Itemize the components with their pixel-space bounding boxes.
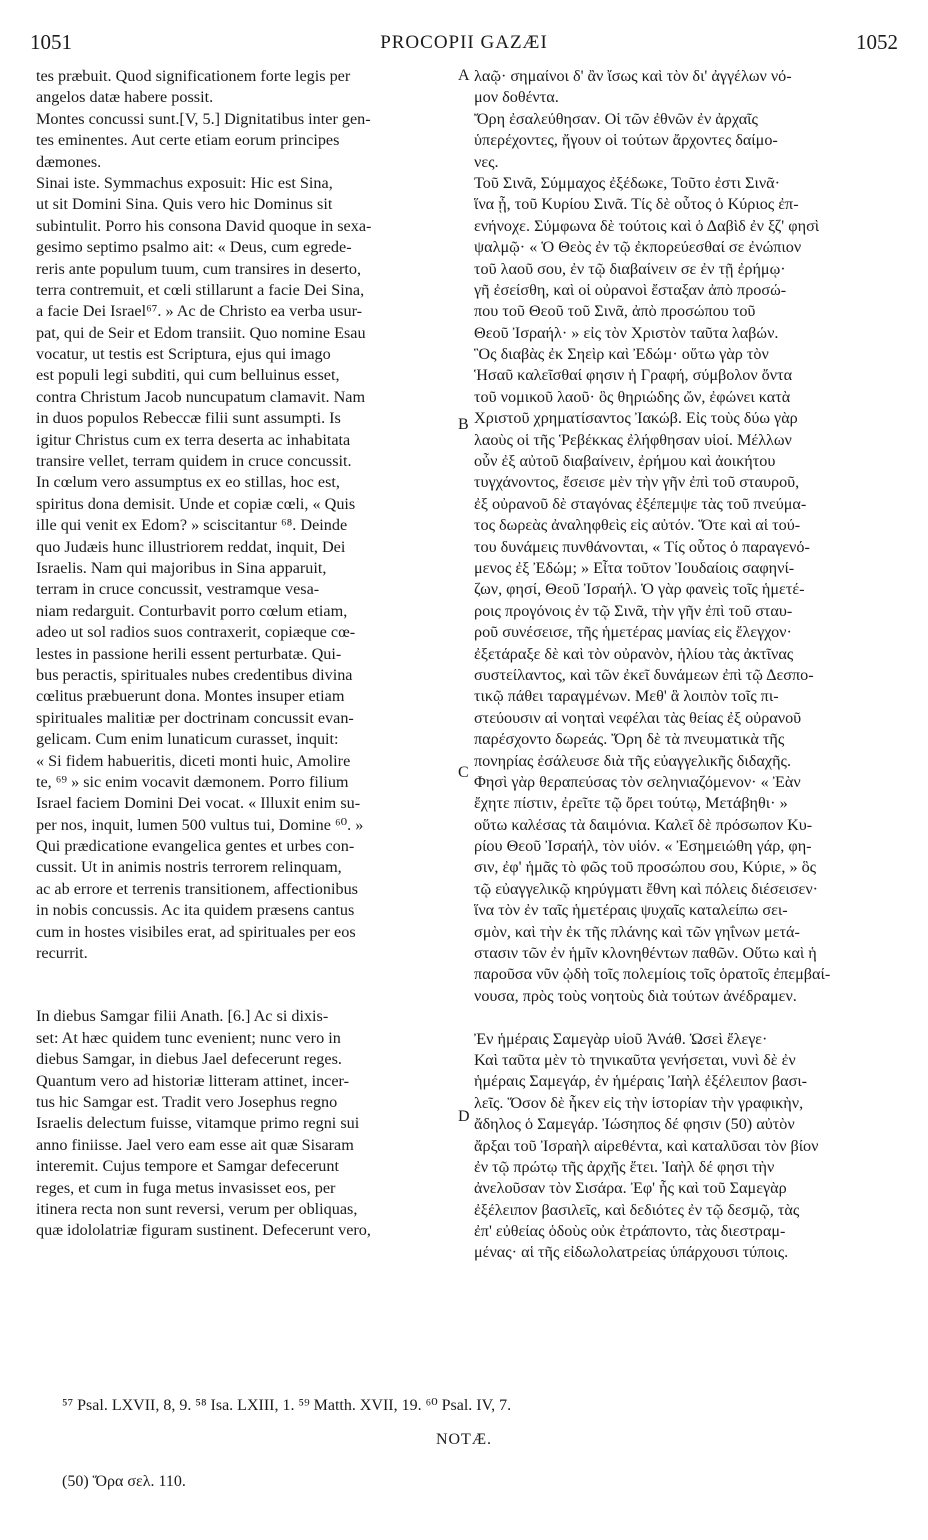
text-line: subintulit. Porro his consona David quoque in sexa- — [36, 216, 372, 235]
text-line: spirituales malitiæ per doctrinam concussit evan- — [36, 708, 354, 727]
text-line: ἐξέλειπον βασιλεῖς, καὶ δεδιότες ἐν τῷ δεσμῷ, τὰς — [474, 1200, 800, 1219]
text-line: Israel faciem Domini Dei vocat. « Illuxit enim su- — [36, 794, 361, 813]
text-line: ἐπ' εὐθείας ὁδοὺς οὐκ ἐτράποντο, τὰς διεστραμ- — [474, 1222, 786, 1241]
text-line: σμὸν, καὶ τὴν ἐκ τῆς πλάνης καὶ τῶν γηΐνων μετά- — [474, 922, 800, 941]
text-line: ενήνοχε. Σύμφωνα δὲ τούτοις καὶ ὁ Δαβὶδ ἐν ξζ' φησὶ — [474, 216, 820, 235]
text-line: σιν, ἐφ' ἡμᾶς τὸ φῶς τοῦ προσώπου σου, Κύριε, » ὃς — [474, 858, 817, 877]
text-line: Ἡσαῦ καλεῖσθαί φησιν ἡ Γραφή, σύμβολον ὄντα — [474, 366, 793, 385]
latin-paragraph-2 — [36, 1006, 456, 1241]
text-line: terra contremuit, et cœli stillarunt a facie Dei Sina, — [36, 280, 365, 299]
text-line: Τοῦ Σινᾶ, Σύμμαχος ἐξέδωκε, Τοῦτο ἐστι Σινᾶ· — [474, 173, 781, 192]
text-line: per nos, inquit, lumen 500 vultus tui, Domine ⁶⁰. » — [36, 815, 364, 834]
text-line: του δυνάμεις πυνθάνονται, « Τίς οὗτος ὁ παραγενό- — [474, 537, 810, 556]
text-line: pat, qui de Seir et Edom transiit. Quo nomine Esau — [36, 323, 366, 342]
text-line: ροις προγόνοις ἐν τῷ Σινᾶ, τὴν γῆν ἐπὶ τοῦ σταυ- — [474, 601, 793, 620]
text-line: Israelis. Nam qui majoribus in Sina apparuit, — [36, 558, 327, 577]
text-line: tes præbuit. Quod significationem forte legis per — [36, 67, 351, 85]
text-line: νουσα, πρὸς τοὺς νοητοὺς διὰ τούτων ἀνέδραμεν. — [474, 986, 797, 1005]
text-line: Χριστοῦ χρηματίσαντος Ἰακώβ. Εἰς τοὺς δύω γὰρ — [474, 409, 798, 428]
text-line: ἐν τῷ πρώτῳ τῆς ἀρχῆς ἔτει. Ἰαὴλ δέ φησι τὴν — [474, 1157, 775, 1176]
text-line: ἔχητε πίστιν, ἐρεῖτε τῷ ὄρει τούτῳ, Μετάβηθι· » — [474, 794, 788, 813]
text-line: adeo ut sol radios suos contraxerit, copiæque cœ- — [36, 623, 356, 642]
footnotes: ⁵⁷ Psal. LXVII, 8, 9. ⁵⁸ Isa. LXIII, 1. ⁵⁹ Matth. XVII, 19. ⁶⁰ Psal. IV, 7. — [62, 1397, 512, 1414]
latin-column — [36, 66, 456, 1242]
text-line: ἵνα ᾖ, τοῦ Κυρίου Σινᾶ. Τίς δὲ οὗτος ὁ Κύριος ἐπ- — [474, 195, 799, 214]
text-line: te, ⁶⁹ » sic enim vocavit dæmonem. Porro filium — [36, 772, 349, 791]
text-line: τοῦ λαοῦ σου, ἐν τῷ διαβαίνειν σε ἐν τῇ ἐρήμῳ· — [474, 259, 786, 278]
text-line: τικῷ πάθει ταραγμένων. Μεθ' ἃ λοιπὸν τοῖς πι- — [474, 687, 779, 706]
text-line: ἀνελοῦσαν τὸν Σισάρα. Ἐφ' ἧς καὶ τοῦ Σαμεγὰρ — [474, 1179, 787, 1198]
text-line: quo Judæis hunc illustriorem reddat, inquit, Dei — [36, 537, 346, 556]
latin-paragraph-1 — [36, 66, 456, 964]
text-line: ψαλμῷ· « Ὁ Θεὸς ἐν τῷ ἐκπορεύεσθαί σε ἐνώπιον — [474, 238, 802, 257]
text-line: λεῖς. Ὅσον δὲ ἧκεν εἰς τὴν ἱστορίαν τὴν γραφικὴν, — [474, 1093, 804, 1112]
text-line: μενος ἐξ Ἐδώμ; » Εἶτα τοῦτον Ἰουδαίοις σαφηνί- — [474, 558, 795, 577]
margin-marker-c: C — [458, 764, 469, 781]
note-50: (50) Ὅρα σελ. 110. — [62, 1473, 186, 1490]
text-line: in duos populos Rebeccæ filii sunt assumpti. Is — [36, 409, 341, 428]
text-line: reges, et cum in fuga metus invasisset eos, per — [36, 1178, 336, 1197]
text-line: στεύουσιν αἱ νοηταὶ νεφέλαι τὰς θείας ἐξ οὐρανοῦ — [474, 708, 802, 727]
text-line: συστείλαντος, καὶ τῶν ἐκεῖ δυνάμεων ἐπὶ τῷ Δεσπο- — [474, 665, 814, 684]
text-line: ἄρξαι τοῦ Ἰσραὴλ αἱρεθέντα, καὶ καταλῦσαι τὸν βίον — [474, 1136, 819, 1155]
text-line: est populi legi subditi, qui cum belluinus esset, — [36, 366, 340, 385]
text-line: angelos datæ habere possit. — [36, 88, 214, 107]
text-line: λαοὺς οἱ τῆς Ῥεβέκκας ἐλήφθησαν υἱοί. Μέλλων — [474, 430, 792, 449]
text-line: niam redarguit. Conturbavit porro cœlum etiam, — [36, 601, 348, 620]
greek-paragraph-2 — [474, 1029, 899, 1264]
text-line: Israelis delectum fuisse, vitamque primo regni sui — [36, 1114, 360, 1133]
text-line: transire vellet, terram quidem in cruce concussit. — [36, 452, 352, 471]
text-line: ὑπερέχοντες, ἤγουν οἱ τούτων ἄρχοντες δαίμο- — [474, 131, 778, 150]
text-line: igitur Christus cum ex terra deserta ac inhabitata — [36, 430, 351, 449]
text-line: cum in hostes visibiles erat, ad spirituales per eos — [36, 922, 356, 941]
text-line: Qui prædicatione evangelica gentes et urbes con- — [36, 837, 355, 856]
text-line: μον δοθέντα. — [474, 88, 559, 107]
text-line: recurrit. — [36, 944, 88, 963]
text-line: γῆ ἐσείσθη, καὶ οἱ οὐρανοὶ ἔσταξαν ἀπὸ προσώ- — [474, 280, 787, 299]
text-line: ἵνα τὸν ἐν ταῖς ἡμετέραις ψυχαῖς καταλείπω σει- — [474, 901, 788, 920]
text-line: in nobis concussis. Ac ita quidem præsens cantus — [36, 901, 355, 920]
margin-marker-a: A — [458, 67, 470, 84]
text-line: diebus Samgar, in diebus Jael defecerunt reges. — [36, 1050, 342, 1069]
running-title: PROCOPII GAZÆI — [380, 32, 548, 53]
text-line: τοῦ νομικοῦ λαοῦ· ὃς θηριώδης ὤν, ἐφώνει κατὰ — [474, 387, 791, 406]
text-line: Ἐν ἡμέραις Σαμεγὰρ υἱοῦ Ἀνάθ. Ὡσεὶ ἔλεγε· — [474, 1029, 768, 1048]
text-line: ροῦ συνέσεισε, τῆς ἡμετέρας μανίας εἰς ἔλεγχον· — [474, 623, 792, 642]
text-line: In diebus Samgar filii Anath. [6.] Ac si dixis- — [36, 1007, 329, 1026]
text-line: λαῷ· σημαίνοι δ' ἂν ἴσως καὶ τὸν δι' ἀγγέλων νό- — [474, 67, 792, 85]
text-line: παροῦσα νῦν ᾠδὴ τοῖς πολεμίοις τοῖς ὁρατοῖς ἐπεμβαί- — [474, 965, 831, 984]
text-line: « Si fidem habueritis, diceti monti huic, Amolire — [36, 751, 351, 770]
text-line: ἄδηλος ὁ Σαμεγάρ. Ἰώσηπος δέ φησιν (50) αὐτὸν — [474, 1115, 795, 1134]
text-line: In cœlum vero assumptus ex eo stillas, hoc est, — [36, 473, 340, 492]
text-line: contra Christum Jacob nuncupatum clamavit. Nam — [36, 387, 366, 406]
greek-paragraph-1 — [474, 66, 899, 1007]
text-line: οὕτω καλέσας τὰ δαιμόνια. Καλεῖ δὲ πρόσωπον Κυ- — [474, 815, 813, 834]
text-line: terram in cruce concussit, vestramque vesa- — [36, 580, 320, 599]
text-line: lestes in passione herili essent perturbatæ. Qui- — [36, 644, 342, 663]
notae-heading: NOTÆ. — [435, 1431, 493, 1448]
text-line: οὖν ἐξ αὐτοῦ διαβαίνειν, ἐρήμου καὶ ἀοικήτου — [474, 452, 776, 471]
margin-marker-d: D — [458, 1108, 470, 1125]
text-line: Ὄρη ἐσαλεύθησαν. Οἱ τῶν ἐθνῶν ἐν ἀρχαῖς — [474, 109, 758, 128]
text-line: παρέσχοντο δωρεάς. Ὄρη δὲ τὰ πνευματικὰ τῆς — [474, 730, 785, 749]
text-line: tus hic Samgar est. Tradit vero Josephus regno — [36, 1092, 338, 1111]
text-line: στασιν τῶν ἐν ἡμῖν κλονηθέντων παθῶν. Οὕτω καὶ ἡ — [474, 944, 817, 963]
page-number-left: 1051 — [30, 30, 72, 54]
margin-marker-b: B — [458, 416, 469, 433]
text-line: ἐξ οὐρανοῦ δὲ σταγόνας ἐξέπεμψε τὰς τοῦ πνεύμα- — [474, 494, 807, 513]
text-line: Φησὶ γὰρ θεραπεύσας τὸν σεληνιαζόμενον· « Ἐὰν — [474, 772, 801, 791]
text-line: ἐξετάραξε δὲ καὶ τὸν οὐρανὸν, ἡλίου τὰς ἀκτῖνας — [474, 644, 794, 663]
text-line: ac ab errore et terrenis transitionem, affectionibus — [36, 879, 358, 898]
text-line: vocatur, ut testis est Scriptura, ejus qui imago — [36, 345, 331, 364]
text-line: τῷ εὐαγγελικῷ κηρύγματι ἔθνη καὶ πόλεις διέσεισεν· — [474, 879, 819, 898]
text-line: ἡμέραις Σαμεγάρ, ἐν ἡμέραις Ἰαὴλ ἐξέλειπον βασι- — [474, 1072, 808, 1091]
text-line: Ὃς διαβὰς ἐκ Σηεὶρ καὶ Ἐδώμ· οὕτω γὰρ τὸν — [474, 345, 769, 364]
greek-column — [474, 66, 899, 1264]
text-line: anno finiisse. Jael vero eam esse ait quæ Sisaram — [36, 1135, 354, 1154]
text-line: bus peractis, spirituales nubes credentibus divina — [36, 665, 353, 684]
text-line: μένας· αἱ τῆς εἰδωλολατρείας ὑπάρχουσι τύποις. — [474, 1243, 789, 1262]
text-line: πονηρίας ἐσάλευσε διὰ τῆς εὐαγγελικῆς διδαχῆς. — [474, 751, 791, 770]
text-line: ut sit Domini Sina. Quis vero hic Dominus sit — [36, 195, 333, 214]
text-line: set: At hæc quidem tunc evenient; nunc vero in — [36, 1028, 341, 1047]
text-line: νες. — [474, 152, 499, 171]
text-line: reris ante populum tuum, cum transires in deserto, — [36, 259, 362, 278]
text-line: Sinai iste. Symmachus exposuit: Hic est Sina, — [36, 173, 333, 192]
text-line: που τοῦ Θεοῦ τοῦ Σινᾶ, ἀπὸ προσώπου τοῦ — [474, 302, 756, 321]
text-line: Montes concussi sunt.[V, 5.] Dignitatibus inter gen- — [36, 109, 371, 128]
page-number-right: 1052 — [856, 30, 898, 54]
text-line: interemit. Cujus tempore et Samgar defecerunt — [36, 1157, 339, 1176]
text-line: Καὶ ταῦτα μὲν τὸ τηνικαῦτα γενήσεται, νυνὶ δὲ ἐν — [474, 1050, 796, 1069]
text-line: a facie Dei Israel⁶⁷. » Ac de Christo ea verba usur- — [36, 302, 363, 321]
text-line: τος δωρεὰς ἀναληφθεὶς εἰς αὐτόν. Ὅτε καὶ αἱ τού- — [474, 516, 801, 535]
text-line: Quantum vero ad historiæ litteram attinet, incer- — [36, 1071, 349, 1090]
text-line: cussit. Ut in animis nostris terrorem relinquam, — [36, 858, 342, 877]
text-line: tes eminentes. Aut certe etiam eorum principes — [36, 131, 340, 150]
text-line: itinera recta non sunt reversi, verum per obliquas, — [36, 1199, 358, 1218]
page-header — [30, 30, 898, 64]
text-line: quæ idololatriæ figuram sustinent. Defecerunt vero, — [36, 1221, 371, 1240]
text-line: dæmones. — [36, 152, 102, 171]
text-line: gelicam. Cum enim lunaticum curasset, inquit: — [36, 730, 339, 749]
text-line: ζων, φησί, Θεοῦ Ἰσραήλ. Ὁ γὰρ φανεὶς τοῖς ἡμετέ- — [474, 580, 805, 599]
text-line: τυγχάνοντος, ἔσεισε μὲν τὴν γῆν ἐπὶ τοῦ σταυροῦ, — [474, 473, 800, 492]
text-line: spiritus dona demisit. Unde et copiæ cœli, « Quis — [36, 494, 356, 513]
text-line: cœlitus præbuerunt dona. Montes insuper etiam — [36, 687, 345, 706]
text-line: Θεοῦ Ἰσραήλ· » εἰς τὸν Χριστὸν ταῦτα λαβών. — [474, 323, 779, 342]
text-line: gesimo septimo psalmo ait: « Deus, cum egrede- — [36, 238, 352, 257]
text-line: ρίου Θεοῦ Ἰσραήλ, τὸν υἱόν. « Ἐσημειώθη γάρ, φη- — [474, 837, 812, 856]
text-line: ille qui venit ex Edom? » sciscitantur ⁶⁸. Deinde — [36, 516, 348, 535]
